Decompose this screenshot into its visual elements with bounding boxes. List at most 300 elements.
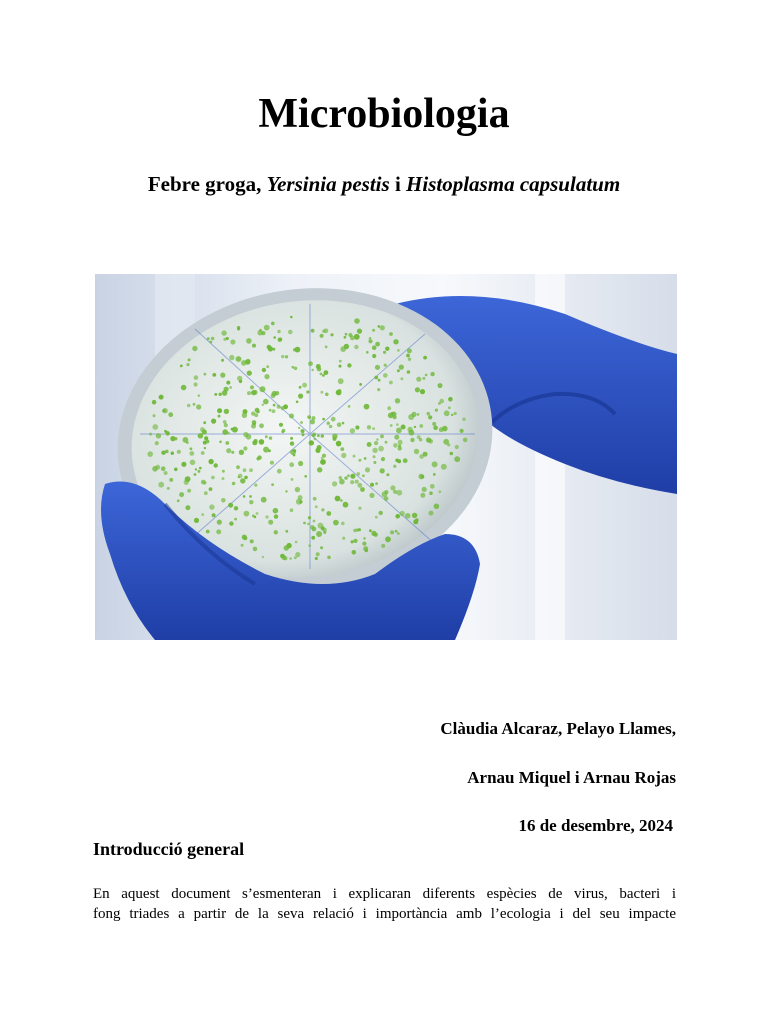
bacterial-colony <box>332 481 337 486</box>
bacterial-colony <box>385 347 389 351</box>
bacterial-colony <box>395 459 399 463</box>
bacterial-colony <box>385 441 388 444</box>
bacterial-colony <box>250 385 254 389</box>
bacterial-colony <box>444 410 450 416</box>
bacterial-colony <box>295 347 301 353</box>
bacterial-colony <box>345 333 348 336</box>
bacterial-colony <box>401 377 404 380</box>
bacterial-colony <box>222 390 228 396</box>
bacterial-colony <box>313 520 316 523</box>
bacterial-colony <box>348 333 352 337</box>
bacterial-colony <box>296 499 302 505</box>
bacterial-colony <box>272 409 276 413</box>
bacterial-colony <box>375 342 380 347</box>
bacterial-colony <box>298 394 303 399</box>
bacterial-colony <box>397 349 400 352</box>
bacterial-colony <box>316 531 322 537</box>
bacterial-colony <box>223 338 226 341</box>
bacterial-colony <box>403 458 408 463</box>
bacterial-colony <box>451 414 453 416</box>
bacterial-colony <box>320 391 323 394</box>
bacterial-colony <box>152 424 158 430</box>
bacterial-colony <box>269 409 272 412</box>
bacterial-colony <box>311 329 315 333</box>
bacterial-colony <box>247 391 251 395</box>
bacterial-colony <box>285 355 288 358</box>
bacterial-colony <box>211 476 215 480</box>
bacterial-colony <box>209 504 214 509</box>
bacterial-colony <box>429 491 433 495</box>
bacterial-colony <box>405 513 411 519</box>
bacterial-colony <box>204 491 208 495</box>
bacterial-colony <box>306 390 309 393</box>
bacterial-colony <box>336 441 342 447</box>
bacterial-colony <box>199 467 202 470</box>
bacterial-colony <box>415 518 418 521</box>
page-subtitle <box>0 170 768 198</box>
bacterial-colony <box>317 434 320 437</box>
bacterial-colony <box>155 465 160 470</box>
bacterial-colony <box>433 473 436 476</box>
bacterial-colony <box>307 523 310 526</box>
bacterial-colony <box>369 493 374 498</box>
bacterial-colony <box>171 452 174 455</box>
bacterial-colony <box>333 520 339 526</box>
bacterial-colony <box>281 355 284 358</box>
bacterial-colony <box>273 336 276 339</box>
bacterial-colony <box>350 480 354 484</box>
bacterial-colony <box>372 345 377 350</box>
bacterial-colony <box>422 377 425 380</box>
bacterial-colony <box>164 471 168 475</box>
bacterial-colony <box>298 461 303 466</box>
bacterial-colony <box>384 364 387 367</box>
bacterial-colony <box>228 503 233 508</box>
bacterial-colony <box>204 436 208 440</box>
bacterial-colony <box>394 435 399 440</box>
bacterial-colony <box>225 441 229 445</box>
bacterial-colony <box>358 507 361 510</box>
bacterial-colony <box>263 399 269 405</box>
bacterial-colony <box>447 443 450 446</box>
bacterial-colony <box>390 485 395 490</box>
bacterial-colony <box>383 373 388 378</box>
bacterial-colony <box>415 387 420 392</box>
bacterial-colony <box>360 487 365 492</box>
bacterial-colony <box>188 358 191 361</box>
bacterial-colony <box>348 405 351 408</box>
bacterial-colony <box>370 483 374 487</box>
bacterial-colony <box>316 364 321 369</box>
bacterial-colony <box>236 465 240 469</box>
bacterial-colony <box>395 530 398 533</box>
authors-line-1: Clàudia Alcaraz, Pelayo Llames, <box>440 719 676 738</box>
bacterial-colony <box>158 482 164 488</box>
bacterial-colony <box>353 539 357 543</box>
bacterial-colony <box>177 450 181 454</box>
bacterial-colony <box>419 424 423 428</box>
bacterial-colony <box>390 530 394 534</box>
section-heading: Introducció general <box>93 839 245 859</box>
bacterial-colony <box>341 522 345 526</box>
bacterial-colony <box>320 459 326 465</box>
bacterial-colony <box>441 464 447 470</box>
bacterial-colony <box>243 432 248 437</box>
bacterial-colony <box>208 459 213 464</box>
bacterial-colony <box>196 404 201 409</box>
bacterial-colony <box>246 338 252 344</box>
bacterial-colony <box>198 395 200 397</box>
bacterial-colony <box>435 409 438 412</box>
bacterial-colony <box>295 487 300 492</box>
bacterial-colony <box>289 462 294 467</box>
bacterial-colony <box>322 454 326 458</box>
bacterial-colony <box>204 447 206 449</box>
bacterial-colony <box>419 454 424 459</box>
bacterial-colony <box>194 382 198 386</box>
bacterial-colony <box>344 476 347 479</box>
bacterial-colony <box>277 330 280 333</box>
bacterial-colony <box>201 451 205 455</box>
bacterial-colony <box>400 511 405 516</box>
bacterial-colony <box>152 400 157 405</box>
bacterial-colony <box>462 418 465 421</box>
bacterial-colony <box>237 326 240 329</box>
bacterial-colony <box>355 480 359 484</box>
bacterial-colony <box>256 512 259 515</box>
bacterial-colony <box>230 339 235 344</box>
bacterial-colony <box>332 434 337 439</box>
bacterial-colony <box>325 393 329 397</box>
bacterial-colony <box>246 359 251 364</box>
bacterial-colony <box>336 390 342 396</box>
bacterial-colony <box>374 376 378 380</box>
bacterial-colony <box>433 426 438 431</box>
bacterial-colony <box>299 386 302 389</box>
species-histoplasma: Histoplasma capsulatum <box>406 172 621 196</box>
bacterial-colony <box>249 495 252 498</box>
bacterial-colony <box>289 414 294 419</box>
bacterial-colony <box>355 425 359 429</box>
bacterial-colony <box>284 545 289 550</box>
bacterial-colony <box>365 467 370 472</box>
document-date: 16 de desembre, 2024 <box>518 816 673 835</box>
bacterial-colony <box>463 438 468 443</box>
bacterial-colony <box>254 484 257 487</box>
bacterial-colony <box>274 530 278 534</box>
bacterial-colony <box>372 354 376 358</box>
bacterial-colony <box>397 532 400 535</box>
bacterial-colony <box>407 348 412 353</box>
subtitle-conjunction: i <box>389 172 407 196</box>
bacterial-colony <box>292 366 295 369</box>
bacterial-colony <box>243 446 247 450</box>
bacterial-colony <box>363 546 368 551</box>
bacterial-colony <box>197 470 200 473</box>
bacterial-colony <box>200 427 205 432</box>
bacterial-colony <box>291 478 294 481</box>
bacterial-colony <box>342 422 345 425</box>
bacterial-colony <box>189 451 194 456</box>
bacterial-colony <box>262 404 264 406</box>
bacterial-colony <box>221 330 226 335</box>
bacterial-colony <box>357 483 362 488</box>
bacterial-colony <box>184 480 189 485</box>
bacterial-colony <box>249 500 253 504</box>
bacterial-colony <box>359 383 362 386</box>
bacterial-colony <box>204 373 207 376</box>
bacterial-colony <box>354 334 360 340</box>
intro-line-2: fong triades a partir de la seva relació i importància amb l’ecologia i del seu impacte <box>93 906 676 922</box>
page-title: Microbiologia <box>258 91 510 137</box>
bacterial-colony <box>249 468 253 472</box>
bacterial-colony <box>220 373 225 378</box>
bacterial-colony <box>312 527 317 532</box>
bacterial-colony <box>341 453 346 458</box>
bacterial-colony <box>218 415 221 418</box>
bacterial-colony <box>219 393 222 396</box>
bacterial-colony <box>165 450 169 454</box>
bacterial-colony <box>229 521 233 525</box>
bacterial-colony <box>271 483 274 486</box>
bacterial-colony <box>295 552 300 557</box>
bacterial-colony <box>350 474 355 479</box>
bacterial-colony <box>241 360 247 366</box>
bacterial-colony <box>369 337 372 340</box>
bacterial-colony <box>187 489 191 493</box>
bacterial-colony <box>329 425 333 429</box>
bacterial-colony <box>320 373 323 376</box>
bacterial-colony <box>232 427 238 433</box>
bacterial-colony <box>207 337 210 340</box>
bacterial-colony <box>147 451 153 457</box>
bacterial-colony <box>203 421 206 424</box>
bacterial-colony <box>390 424 393 427</box>
bacterial-colony <box>397 369 400 372</box>
bacterial-colony <box>344 336 347 339</box>
bacterial-colony <box>364 457 367 460</box>
bacterial-colony <box>396 423 399 426</box>
bacterial-colony <box>253 547 258 552</box>
bacterial-colony <box>256 457 259 460</box>
bacterial-colony <box>353 455 356 458</box>
bacterial-colony <box>234 518 237 521</box>
bacterial-colony <box>268 346 273 351</box>
bacterial-colony <box>393 443 398 448</box>
bacterial-colony <box>347 363 351 367</box>
bacterial-colony <box>247 371 252 376</box>
bacterial-colony <box>372 427 375 430</box>
bacterial-colony <box>430 484 435 489</box>
bacterial-colony <box>395 514 400 519</box>
bacterial-colony <box>167 487 170 490</box>
bacterial-colony <box>185 505 190 510</box>
bacterial-colony <box>344 344 349 349</box>
bacterial-colony <box>378 379 381 382</box>
bacterial-colony <box>190 447 193 450</box>
bacterial-colony <box>414 449 419 454</box>
bacterial-colony <box>243 495 246 498</box>
bacterial-colony <box>363 537 366 540</box>
bacterial-colony <box>410 438 414 442</box>
bacterial-colony <box>378 325 381 328</box>
bacterial-colony <box>326 511 331 516</box>
bacterial-colony <box>425 374 428 377</box>
bacterial-colony <box>214 393 217 396</box>
bacterial-colony <box>315 505 318 508</box>
bacterial-colony <box>385 536 391 542</box>
bacterial-colony <box>290 316 293 319</box>
bacterial-colony <box>250 539 254 543</box>
bacterial-colony <box>412 513 417 518</box>
bacterial-colony <box>224 423 228 427</box>
bacterial-colony <box>389 332 393 336</box>
bacterial-colony <box>217 408 222 413</box>
bacterial-colony <box>422 487 427 492</box>
bacterial-colony <box>321 526 325 530</box>
bacterial-colony <box>282 555 287 560</box>
bacterial-colony <box>278 338 282 342</box>
bacterial-colony <box>373 461 376 464</box>
bacterial-colony <box>411 412 416 417</box>
bacterial-colony <box>312 433 316 437</box>
bacterial-colony <box>380 325 385 330</box>
bacterial-colony <box>438 383 443 388</box>
authors-line-2: Arnau Miquel i Arnau Rojas <box>467 768 676 787</box>
bacterial-colony <box>290 508 294 512</box>
bacterial-colony <box>162 409 165 412</box>
bacterial-colony <box>283 404 288 409</box>
bacterial-colony <box>232 482 236 486</box>
bacterial-colony <box>364 404 370 410</box>
bacterial-colony <box>366 351 369 354</box>
bacterial-colony <box>253 423 256 426</box>
bacterial-colony <box>384 490 388 494</box>
bacterial-colony <box>378 446 384 452</box>
bacterial-colony <box>375 482 378 485</box>
bacterial-colony <box>257 330 263 336</box>
bacterial-colony <box>166 431 169 434</box>
bacterial-colony <box>337 422 342 427</box>
bacterial-colony <box>240 478 245 483</box>
bacterial-colony <box>221 359 224 362</box>
bacterial-colony <box>212 373 216 377</box>
bacterial-colony <box>277 469 282 474</box>
bacterial-colony <box>256 410 259 413</box>
bacterial-colony <box>310 419 315 424</box>
bacterial-colony <box>428 439 433 444</box>
bacterial-colony <box>450 452 454 456</box>
bacterial-colony <box>372 448 377 453</box>
bacterial-colony <box>224 409 229 414</box>
bacterial-colony <box>331 417 336 422</box>
bacterial-colony <box>315 448 320 453</box>
bacterial-colony <box>244 511 250 517</box>
bacterial-colony <box>252 344 256 348</box>
bacterial-colony <box>229 386 232 389</box>
bacterial-colony <box>371 531 376 536</box>
bacterial-colony <box>322 374 325 377</box>
bacterial-colony <box>181 385 187 391</box>
bacterial-colony <box>380 468 385 473</box>
bacterial-colony <box>261 497 267 503</box>
bacterial-colony <box>269 436 272 439</box>
bacterial-colony <box>369 529 372 532</box>
bacterial-colony <box>168 412 173 417</box>
bacterial-colony <box>216 529 221 534</box>
bacterial-colony <box>308 544 311 547</box>
bacterial-colony <box>295 541 298 544</box>
bacterial-colony <box>153 414 156 417</box>
bacterial-colony <box>174 468 178 472</box>
bacterial-colony <box>308 361 313 366</box>
bacterial-colony <box>375 516 378 519</box>
bacterial-colony <box>302 383 307 388</box>
bacterial-colony <box>179 492 184 497</box>
bacterial-colony <box>407 427 412 432</box>
bacterial-colony <box>264 374 269 379</box>
bacterial-colony <box>414 426 416 428</box>
bacterial-colony <box>356 529 359 532</box>
bacterial-colony <box>285 530 288 533</box>
bacterial-colony <box>194 518 199 523</box>
bacterial-colony <box>238 474 243 479</box>
bacterial-colony <box>203 481 206 484</box>
bacterial-colony <box>272 391 277 396</box>
bacterial-colony <box>296 401 299 404</box>
bacterial-colony <box>448 406 451 409</box>
bacterial-colony <box>367 442 372 447</box>
bacterial-colony <box>439 490 442 493</box>
bacterial-colony <box>268 520 273 525</box>
bacterial-colony <box>285 490 287 492</box>
bacterial-colony <box>357 472 361 476</box>
bacterial-colony <box>211 337 215 341</box>
bacterial-colony <box>217 520 222 525</box>
bacterial-colony <box>241 544 244 547</box>
subtitle-text: Febre groga, <box>147 172 267 196</box>
bacterial-colony <box>352 550 357 555</box>
bacterial-colony <box>307 415 311 419</box>
bacterial-colony <box>428 415 432 419</box>
cover-image-petri-dish <box>95 274 677 640</box>
bacterial-colony <box>222 429 228 435</box>
bacterial-colony <box>362 542 366 546</box>
bacterial-colony <box>190 460 196 466</box>
bacterial-colony <box>183 437 189 443</box>
bacterial-colony <box>322 418 325 421</box>
bacterial-colony <box>201 513 204 516</box>
bacterial-colony <box>389 381 393 385</box>
bacterial-colony <box>417 413 420 416</box>
bacterial-colony <box>264 325 270 331</box>
bacterial-colony <box>209 341 212 344</box>
bacterial-colony <box>259 439 265 445</box>
bacterial-colony <box>298 427 300 429</box>
bacterial-colony <box>395 398 400 403</box>
bacterial-colony <box>317 467 322 472</box>
bacterial-colony <box>289 557 291 559</box>
bacterial-colony <box>222 477 225 480</box>
bacterial-colony <box>373 455 376 458</box>
bacterial-colony <box>156 433 161 438</box>
bacterial-colony <box>281 430 284 433</box>
bacterial-colony <box>177 499 180 502</box>
bacterial-colony <box>434 504 440 510</box>
bacterial-colony <box>339 360 342 363</box>
bacterial-colony <box>181 462 186 467</box>
bacterial-colony <box>321 434 324 437</box>
